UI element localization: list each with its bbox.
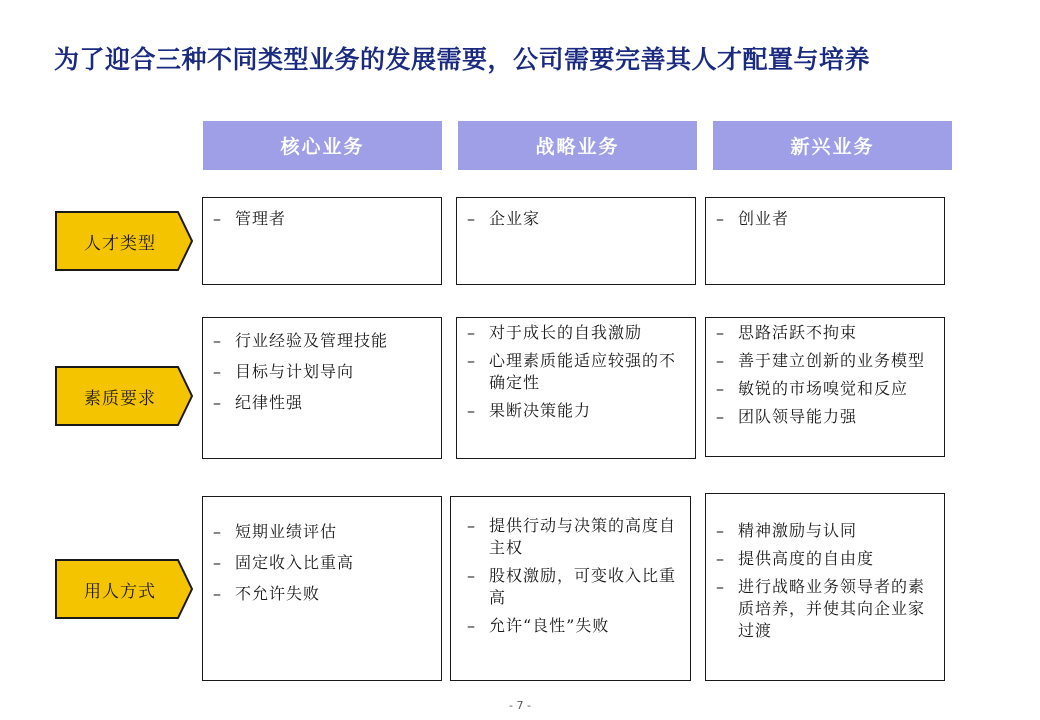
page-title: 为了迎合三种不同类型业务的发展需要，公司需要完善其人才配置与培养	[54, 45, 871, 74]
bullet-dash: –	[213, 331, 222, 350]
cell-talent-emerging	[705, 197, 945, 285]
bullet-item	[213, 521, 433, 543]
bullet-dash: –	[716, 351, 725, 370]
cell-quality-strategic	[456, 317, 696, 459]
bullet-item	[213, 392, 433, 414]
bullet-item	[467, 350, 687, 394]
bullet-item	[716, 548, 936, 570]
bullet-dash: –	[467, 401, 476, 420]
bullet-dash: –	[213, 209, 222, 228]
bullet-text: 允许“良性”失败	[489, 616, 610, 635]
bullet-text: 企业家	[489, 209, 541, 228]
bullet-item	[716, 350, 936, 372]
bullet-text: 不允许失败	[235, 584, 321, 603]
row-label-text: 人才类型	[84, 233, 156, 254]
cell-quality-emerging	[705, 317, 945, 457]
bullet-text: 提供高度的自由度	[738, 549, 875, 568]
bullet-text: 目标与计划导向	[235, 362, 355, 381]
row-label-quality	[54, 365, 194, 427]
bullet-item	[467, 615, 682, 637]
column-header-strategic: 战略业务	[458, 121, 697, 170]
row-label-text: 素质要求	[84, 388, 156, 409]
bullet-item	[213, 361, 433, 383]
bullet-text: 思路活跃不拘束	[738, 323, 858, 342]
bullet-item	[467, 208, 687, 230]
bullet-text: 短期业绩评估	[235, 522, 338, 541]
bullet-item	[467, 565, 682, 609]
bullet-dash: –	[213, 584, 222, 603]
bullet-text: 纪律性强	[235, 393, 304, 412]
bullet-text: 善于建立创新的业务模型	[738, 351, 926, 370]
bullet-text: 管理者	[235, 209, 287, 228]
bullet-item	[716, 378, 936, 400]
cell-employment-core	[202, 496, 442, 681]
bullet-text: 心理素质能适应较强的不确定性	[489, 351, 677, 392]
bullet-dash: –	[467, 516, 476, 535]
page-number: - 7 -	[509, 699, 531, 712]
bullet-dash: –	[467, 323, 476, 342]
bullet-item	[716, 576, 936, 642]
bullet-dash: –	[716, 209, 725, 228]
bullet-dash: –	[716, 379, 725, 398]
row-label-employment	[54, 558, 194, 620]
bullet-dash: –	[467, 209, 476, 228]
column-header-emerging: 新兴业务	[713, 121, 952, 170]
bullet-text: 进行战略业务领导者的素质培养，并使其向企业家过渡	[738, 577, 926, 640]
bullet-text: 固定收入比重高	[235, 553, 355, 572]
bullet-text: 对于成长的自我激励	[489, 323, 643, 342]
bullet-text: 果断决策能力	[489, 401, 592, 420]
bullet-dash: –	[716, 521, 725, 540]
cell-talent-core	[202, 197, 442, 285]
bullet-item	[467, 322, 687, 344]
bullet-dash: –	[716, 549, 725, 568]
bullet-dash: –	[213, 362, 222, 381]
bullet-text: 提供行动与决策的高度自主权	[489, 516, 677, 557]
bullet-item	[716, 520, 936, 542]
cell-employment-emerging	[705, 493, 945, 681]
bullet-dash: –	[467, 566, 476, 585]
bullet-item	[467, 400, 687, 422]
bullet-dash: –	[716, 407, 725, 426]
bullet-text: 敏锐的市场嗅觉和反应	[738, 379, 909, 398]
bullet-dash: –	[213, 393, 222, 412]
bullet-item	[213, 330, 433, 352]
bullet-dash: –	[213, 553, 222, 572]
bullet-text: 创业者	[738, 209, 790, 228]
cell-talent-strategic	[456, 197, 696, 285]
bullet-dash: –	[716, 577, 725, 596]
row-label-talent-type	[54, 210, 194, 272]
bullet-dash: –	[467, 616, 476, 635]
cell-quality-core	[202, 317, 442, 459]
column-header-core: 核心业务	[203, 121, 442, 170]
bullet-item	[716, 208, 936, 230]
bullet-text: 股权激励，可变收入比重高	[489, 566, 677, 607]
bullet-text: 精神激励与认同	[738, 521, 858, 540]
bullet-dash: –	[716, 323, 725, 342]
bullet-text: 团队领导能力强	[738, 407, 858, 426]
bullet-item	[716, 322, 936, 344]
bullet-item	[213, 208, 433, 230]
bullet-item	[213, 552, 433, 574]
bullet-dash: –	[213, 522, 222, 541]
row-label-text: 用人方式	[84, 581, 156, 602]
bullet-text: 行业经验及管理技能	[235, 331, 389, 350]
bullet-dash: –	[467, 351, 476, 370]
bullet-item	[213, 583, 433, 605]
cell-employment-strategic	[450, 496, 691, 681]
bullet-item	[716, 406, 936, 428]
bullet-item	[467, 515, 682, 559]
